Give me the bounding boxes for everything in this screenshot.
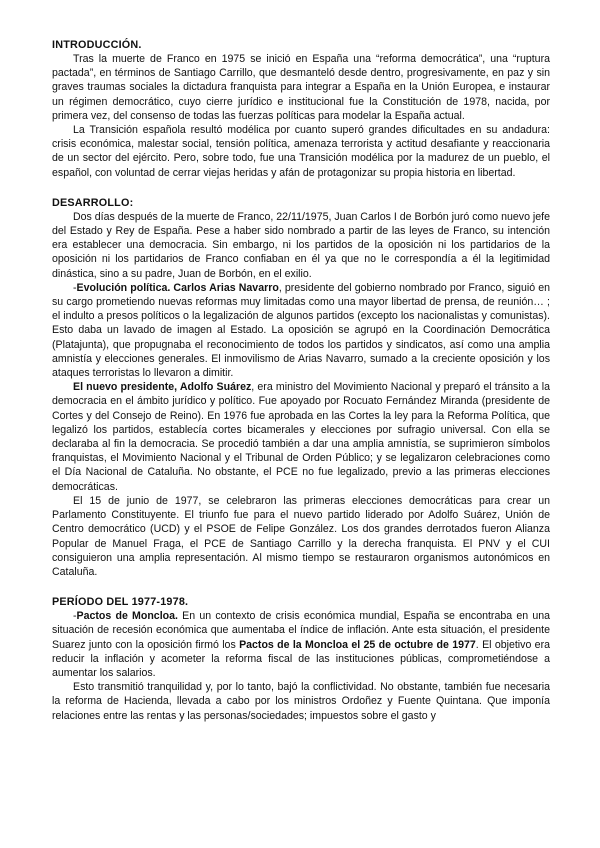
desarrollo-paragraph-1: Dos días después de la muerte de Franco, 22/11/1975, Juan Carlos I de Borbón juró como nuevo jefe del Estado y Rey de España. Pese a haber sido nombrado a partir de las leyes de Franco, su intención era establecer una democracia. Sin embargo, ni los partidos de la oposición ni los partidarios de la oposición ni los partidarios de Franco confiaban en él ya que no le correspondía a él la legitimidad dinástica, sino a su padre, Juan de Borbón, en el exilio.	[52, 210, 550, 280]
periodo-paragraph-1-rest: . El objetivo era reducir la inflación y acometer la reforma fiscal de las instituciones públicas, comprometiéndose a aumentar los salarios.	[52, 638, 550, 679]
desarrollo-paragraph-4: El 15 de junio de 1977, se celebraron las primeras elecciones democráticas para crear un Parlamento Constituyente. El triunfo fue para el nuevo partido liderado por Adolfo Suárez, Unión de Centro democrático (UCD) y el PSOE de Felipe González. Los dos grandes derrotados fueron Alianza Popular de Manuel Fraga, el PCE de Santiago Carrillo y la derecha franquista. El PNV y el CUI consiguieron una amplia representación. Al mismo tiempo se restauraron organismos autonómicos en Cataluña.	[52, 494, 550, 578]
nuevo-presidente-bold: El nuevo presidente, Adolfo Suárez	[73, 381, 252, 394]
intro-paragraph-2: La Transición española resultó modélica por cuanto superó grandes dificultades en su andadura: crisis económica, malestar social, tensión política, amenaza terrorista y actitud desafiante y reaccionaria de un sector del ejército. Pero, sobre todo, fue una Transición modélica por la madurez de un pueblo, el español, con voluntad de cerrar viejas heridas y afán de protagonizar su propia historia en libertad.	[52, 124, 550, 179]
evolucion-politica-bold: Evolución política. Carlos Arias Navarro	[76, 281, 279, 294]
intro-paragraph-1: Tras la muerte de Franco en 1975 se inició en España una “reforma democrática”, una “ruptura pactada”, en términos de Santiago Carrillo, que desmanteló desde dentro, progresivamente, en paz y sin graves traumas sociales la dictadura franquista para integrar a España en la Unión Europea, e instaurar un régimen democrático, cuyo cierre jurídico e institucional fue la Constitución de 1978, nacida, por primera vez, del consenso de todas las fuerzas políticas para modelar la España actual.	[52, 53, 550, 122]
document-body	[52, 38, 550, 723]
periodo-paragraph-1-text: En un contexto de crisis económica mundial, España se encontraba en una situación de recesión económica que aumentaba el índice de inflación. Ante esta situación, el presidente Suarez junto con la oposición firmó los	[52, 610, 550, 651]
periodo-paragraph-1	[52, 609, 550, 680]
heading-desarrollo: DESARROLLO:	[52, 196, 134, 209]
pactos-moncloa-bold: Pactos de Moncloa.	[76, 610, 178, 623]
pactos-moncloa-date-bold: Pactos de la Moncloa el 25 de octubre de 1977	[239, 638, 476, 651]
desarrollo-paragraph-3	[52, 380, 550, 494]
desarrollo-paragraph-2-text: , presidente del gobierno nombrado por Franco, siguió en su cargo prometiendo nuevas reformas muy limitadas como una mayor libertad de prensa, de reunión… ; el indulto a presos políticos o la legalización de algunos partidos (excepto los nacionalistas y comunistas). Esto daba un lavado de imagen al Estado. La oposición se agrupó en la Coordinación Democrática (Platajunta), que propugnaba el reconocimiento de todos los partidos y sindicatos, así como una amplia amnistía y elecciones generales. El inmovilismo de Arias Navarro, sumado a la creciente oposición y los ataques terroristas lo llevaron a dimitir.	[52, 281, 550, 380]
periodo-paragraph-2: Esto transmitió tranquilidad y, por lo tanto, bajó la conflictividad. No obstante, también fue necesaria la reforma de Hacienda, llevada a cabo por los ministros Ordoñez y Fuente Quintana. Que imponía relaciones entre las rentas y las personas/sociedades; impuestos sobre el gasto y	[52, 681, 550, 722]
heading-periodo: PERÍODO DEL 1977-1978.	[52, 596, 189, 609]
dash: -	[73, 610, 77, 623]
heading-introduccion: INTRODUCCIÓN.	[52, 39, 142, 51]
dash: -	[73, 281, 77, 294]
desarrollo-paragraph-3-text: , era ministro del Movimiento Nacional y preparó el tránsito a la democracia en el ámbito jurídico y político. Fue apoyado por Rocuato Fernández Miranda (presidente de Cortes y del Consejo de Reino). En 1976 fue aprobada en las Cortes la ley para la Reforma Política, que legalizó los partidos, establecía cortes bicamerales y elecciones por sufragio universal. Con ella se declaraba al fin la democracia. Se procedió también a dar una amplia amnistía, se suprimieron símbolos franquistas, el Movimiento Nacional y el Tribunal de Orden Público; y se legalizaron celebraciones como el Día Nacional de Cataluña. No obstante, el PCE no fue legalizado, previo a las primeras elecciones democráticas.	[52, 381, 550, 493]
desarrollo-paragraph-2	[52, 281, 550, 380]
